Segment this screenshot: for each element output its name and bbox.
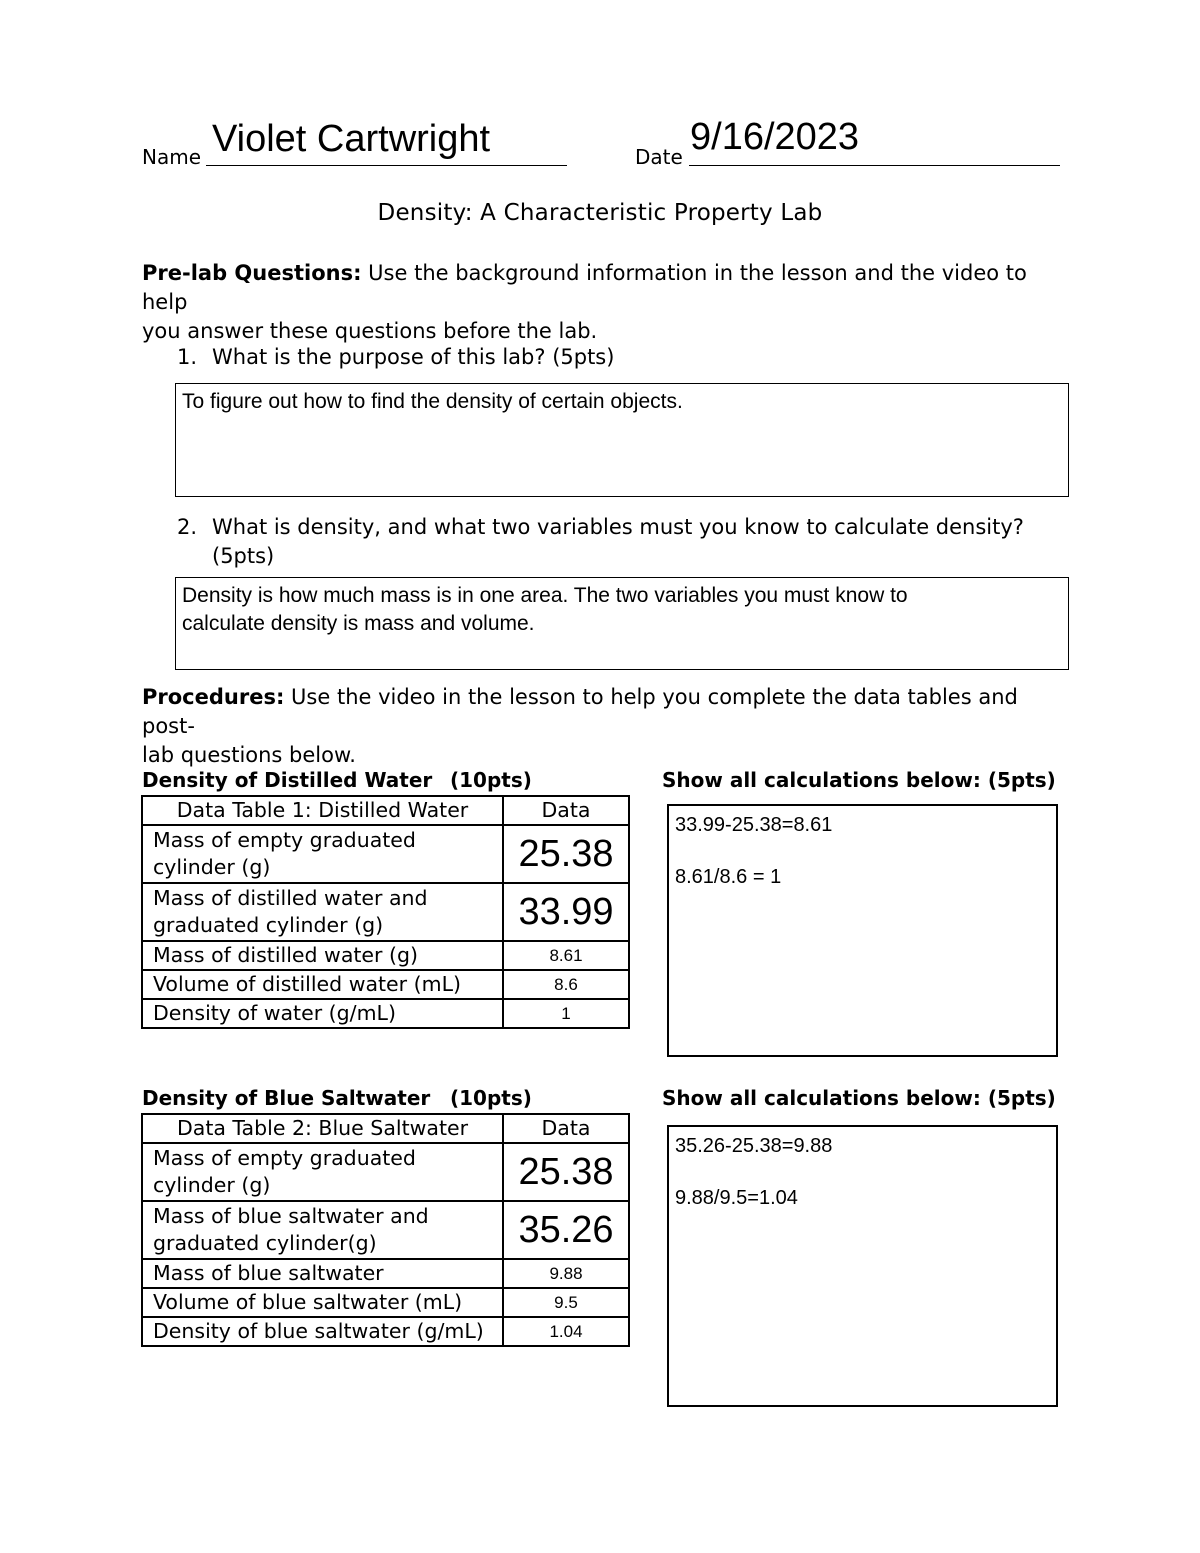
date-value[interactable]: 9/16/2023 bbox=[690, 116, 860, 158]
data-table-1 bbox=[141, 795, 630, 1029]
table2-points: (10pts) bbox=[450, 1086, 532, 1110]
table1-row3-label: Mass of distilled water (g) bbox=[142, 941, 503, 970]
question-2-text-line1: What is density, and what two variables must you know to calculate density? bbox=[212, 515, 1024, 539]
calc2-heading: Show all calculations below: (5pts) bbox=[662, 1086, 1056, 1110]
question-2-answer-box[interactable] bbox=[175, 577, 1069, 670]
table-row bbox=[142, 1143, 629, 1201]
question-1-number: 1. bbox=[177, 345, 198, 369]
table1-row1-value[interactable]: 25.38 bbox=[503, 825, 629, 883]
question-2-answer-line2: calculate density is mass and volume. bbox=[182, 612, 535, 635]
table1-row2-value[interactable]: 33.99 bbox=[503, 883, 629, 941]
name-value[interactable]: Violet Cartwright bbox=[212, 118, 491, 160]
question-1-text: What is the purpose of this lab? (5pts) bbox=[212, 345, 615, 369]
question-2-answer-line1: Density is how much mass is in one area. The two variables you must know to bbox=[182, 584, 908, 607]
table1-header-data: Data bbox=[503, 796, 629, 825]
data-table-2 bbox=[141, 1113, 630, 1347]
table1-row2-label: Mass of distilled water and graduated cylinder (g) bbox=[142, 883, 503, 941]
table2-row1-label: Mass of empty graduated cylinder (g) bbox=[142, 1143, 503, 1201]
table-row bbox=[142, 1288, 629, 1317]
table1-header-label: Data Table 1: Distilled Water bbox=[142, 796, 503, 825]
date-underline bbox=[689, 165, 1060, 166]
calc1-box[interactable] bbox=[667, 804, 1058, 1057]
table2-row2-label: Mass of blue saltwater and graduated cylinder(g) bbox=[142, 1201, 503, 1259]
table-row bbox=[142, 1201, 629, 1259]
prelab-intro-line2: you answer these questions before the lab. bbox=[142, 319, 598, 343]
question-2-text bbox=[212, 513, 1072, 571]
table-row bbox=[142, 883, 629, 941]
procedures-heading: Procedures: bbox=[142, 685, 285, 709]
table-row bbox=[142, 825, 629, 883]
question-1-answer: To figure out how to find the density of certain objects. bbox=[182, 390, 683, 413]
table-row bbox=[142, 941, 629, 970]
table2-row5-label: Density of blue saltwater (g/mL) bbox=[142, 1317, 503, 1346]
calc1-heading: Show all calculations below: (5pts) bbox=[662, 768, 1056, 792]
calc2-line1: 35.26-25.38=9.88 bbox=[675, 1135, 833, 1157]
table-row bbox=[142, 970, 629, 999]
date-label: Date bbox=[635, 145, 683, 169]
calc1-line2: 8.61/8.6 = 1 bbox=[675, 866, 782, 888]
table-row bbox=[142, 999, 629, 1028]
table1-row5-label: Density of water (g/mL) bbox=[142, 999, 503, 1028]
question-2-text-line2: (5pts) bbox=[212, 544, 275, 568]
table1-row4-label: Volume of distilled water (mL) bbox=[142, 970, 503, 999]
question-2-number: 2. bbox=[177, 515, 198, 539]
table2-header-label: Data Table 2: Blue Saltwater bbox=[142, 1114, 503, 1143]
calc2-line2: 9.88/9.5=1.04 bbox=[675, 1187, 798, 1209]
prelab-intro bbox=[142, 259, 1062, 346]
table-row bbox=[142, 1114, 629, 1143]
name-underline bbox=[206, 165, 567, 166]
prelab-intro-line1: Use the background information in the lesson and the video to help bbox=[142, 261, 1027, 314]
calc1-line1: 33.99-25.38=8.61 bbox=[675, 814, 833, 836]
page-title: Density: A Characteristic Property Lab bbox=[377, 200, 823, 226]
name-label: Name bbox=[142, 145, 202, 169]
table2-row4-value[interactable]: 9.5 bbox=[503, 1288, 629, 1317]
procedures-line2: lab questions below. bbox=[142, 743, 356, 767]
question-1-answer-box[interactable] bbox=[175, 383, 1069, 497]
table1-row3-value[interactable]: 8.61 bbox=[503, 941, 629, 970]
prelab-heading: Pre-lab Questions: bbox=[142, 261, 362, 285]
table2-row3-value[interactable]: 9.88 bbox=[503, 1259, 629, 1288]
table2-row5-value[interactable]: 1.04 bbox=[503, 1317, 629, 1346]
procedures bbox=[142, 683, 1062, 770]
calc2-box[interactable] bbox=[667, 1125, 1058, 1407]
table1-row5-value[interactable]: 1 bbox=[503, 999, 629, 1028]
table1-points: (10pts) bbox=[450, 768, 532, 792]
procedures-line1: Use the video in the lesson to help you complete the data tables and post- bbox=[142, 685, 1018, 738]
table-row bbox=[142, 1317, 629, 1346]
table2-row2-value[interactable]: 35.26 bbox=[503, 1201, 629, 1259]
table1-row4-value[interactable]: 8.6 bbox=[503, 970, 629, 999]
table2-row1-value[interactable]: 25.38 bbox=[503, 1143, 629, 1201]
table-row bbox=[142, 1259, 629, 1288]
table-row bbox=[142, 796, 629, 825]
table2-row3-label: Mass of blue saltwater bbox=[142, 1259, 503, 1288]
table1-row1-label: Mass of empty graduated cylinder (g) bbox=[142, 825, 503, 883]
table2-header-data: Data bbox=[503, 1114, 629, 1143]
table2-row4-label: Volume of blue saltwater (mL) bbox=[142, 1288, 503, 1317]
table1-section-title: Density of Distilled Water bbox=[142, 768, 433, 792]
table2-section-title: Density of Blue Saltwater bbox=[142, 1086, 431, 1110]
